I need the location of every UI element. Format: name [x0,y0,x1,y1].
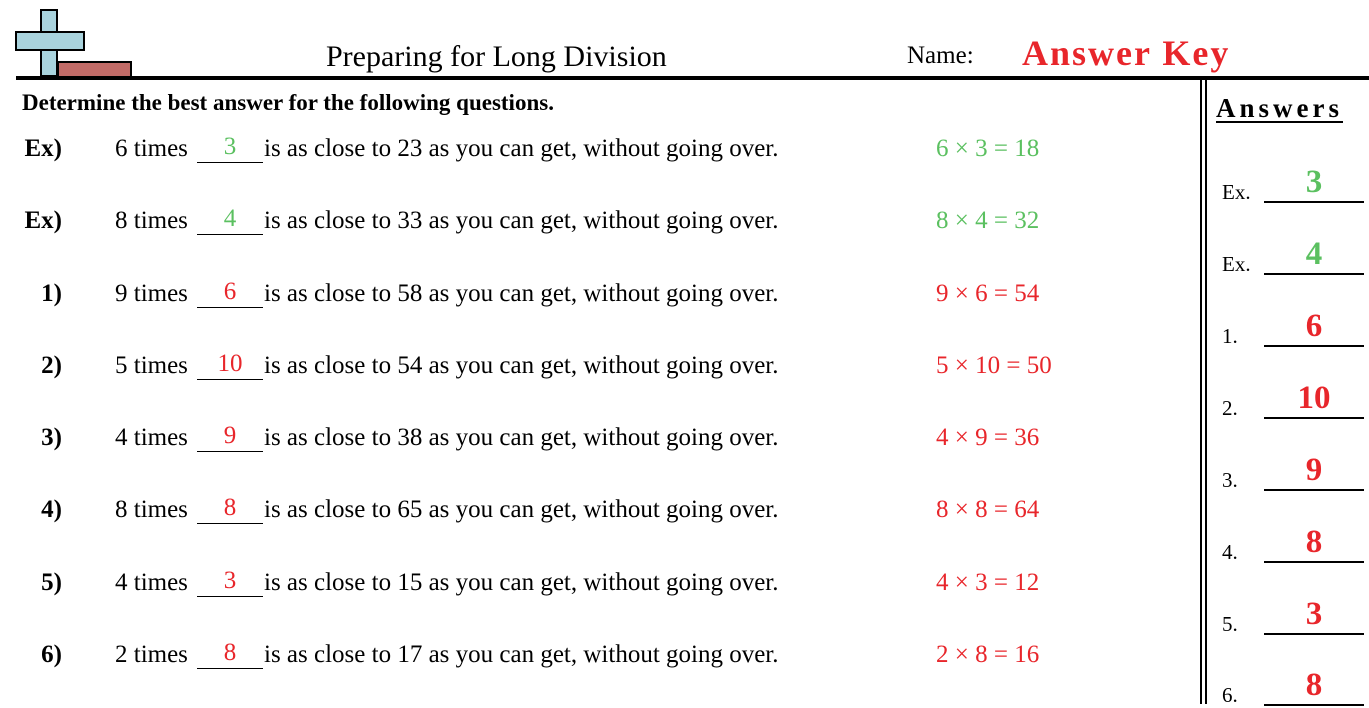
answer-slot-label: Ex. [1222,180,1251,204]
answer-slot [1222,155,1369,205]
question-row [0,352,1190,388]
question-text: is as close to 17 as you can get, without going over. [264,641,779,668]
answer-blank[interactable]: 3 [197,568,263,597]
question-number: 5) [41,569,62,596]
question-text: is as close to 33 as you can get, without going over. [264,207,779,234]
answer-slot [1222,587,1369,637]
answer-slot [1222,515,1369,565]
question-row [0,135,1190,171]
question-row [0,280,1190,316]
answer-slot [1222,299,1369,349]
answer-slot-value[interactable]: 6 [1305,308,1323,344]
name-label: Name: [907,42,974,69]
answer-blank[interactable]: 3 [197,134,263,163]
question-lead: 8 times [115,496,188,523]
answer-slot [1222,371,1369,421]
answer-slot-line [1264,201,1364,203]
question-lead: 5 times [115,352,188,379]
question-number: Ex) [24,135,62,162]
question-row [0,207,1190,243]
question-number: 6) [41,641,62,668]
math-logo-icon [14,8,134,80]
answer-slot-value[interactable]: 8 [1305,524,1323,560]
answer-slot-label: 5. [1222,612,1238,636]
worked-solution: 8 × 4 = 32 [936,207,1040,234]
answers-title: Answers [1216,93,1343,123]
question-number: 3) [41,424,62,451]
answer-slot-label: 6. [1222,683,1238,707]
question-number: 4) [41,496,62,523]
answer-slot-line [1264,489,1364,491]
question-text: is as close to 23 as you can get, without going over. [264,135,779,162]
question-text: is as close to 54 as you can get, without going over. [264,352,779,379]
answer-slot-value[interactable]: 10 [1297,380,1331,416]
question-number: 2) [41,352,62,379]
worked-solution: 8 × 8 = 64 [936,496,1040,523]
answer-slot-line [1264,273,1364,275]
answer-slot-value[interactable]: 8 [1305,667,1323,703]
answer-slot-value[interactable]: 9 [1305,452,1323,488]
question-number: Ex) [24,207,62,234]
answers-divider-left [1200,80,1202,704]
answer-blank[interactable]: 4 [197,206,263,235]
question-lead: 4 times [115,569,188,596]
answer-slot-value[interactable]: 3 [1305,596,1323,632]
answer-slot-label: Ex. [1222,252,1251,276]
answer-blank[interactable]: 6 [197,279,263,308]
answer-slot-label: 3. [1222,468,1238,492]
answer-slot-line [1264,417,1364,419]
worked-solution: 6 × 3 = 18 [936,135,1040,162]
answer-slot-line [1264,633,1364,635]
question-row [0,424,1190,460]
worked-solution: 9 × 6 = 54 [936,280,1040,307]
answer-slot-label: 2. [1222,396,1238,420]
question-lead: 6 times [115,135,188,162]
answer-slot-value[interactable]: 3 [1305,164,1323,200]
answer-slot-label: 4. [1222,540,1238,564]
answer-blank[interactable]: 8 [197,495,263,524]
answer-key-label: Answer Key [1022,33,1231,73]
answer-slot [1222,227,1369,277]
question-lead: 4 times [115,424,188,451]
question-text: is as close to 38 as you can get, without going over. [264,424,779,451]
question-lead: 9 times [115,280,188,307]
answer-blank[interactable]: 10 [197,351,263,380]
answer-slot-line [1264,704,1364,706]
answer-slot [1222,443,1369,493]
header-rule [16,76,1369,80]
answer-slot-value[interactable]: 4 [1305,236,1323,272]
instructions: Determine the best answer for the following questions. [22,90,554,115]
worked-solution: 2 × 8 = 16 [936,641,1040,668]
question-text: is as close to 58 as you can get, without going over. [264,280,779,307]
answer-blank[interactable]: 8 [197,640,263,669]
worked-solution: 4 × 3 = 12 [936,569,1040,596]
answer-blank[interactable]: 9 [197,423,263,452]
question-row [0,496,1190,532]
question-lead: 8 times [115,207,188,234]
question-text: is as close to 65 as you can get, without going over. [264,496,779,523]
answer-slot [1222,658,1369,708]
question-text: is as close to 15 as you can get, without going over. [264,569,779,596]
question-row [0,641,1190,677]
worked-solution: 4 × 9 = 36 [936,424,1040,451]
answer-slot-label: 1. [1222,324,1238,348]
question-lead: 2 times [115,641,188,668]
question-row [0,569,1190,605]
question-number: 1) [41,280,62,307]
worksheet-title: Preparing for Long Division [326,40,667,73]
worked-solution: 5 × 10 = 50 [936,352,1052,379]
answers-divider-right [1205,80,1207,704]
answer-slot-line [1264,561,1364,563]
answer-slot-line [1264,345,1364,347]
